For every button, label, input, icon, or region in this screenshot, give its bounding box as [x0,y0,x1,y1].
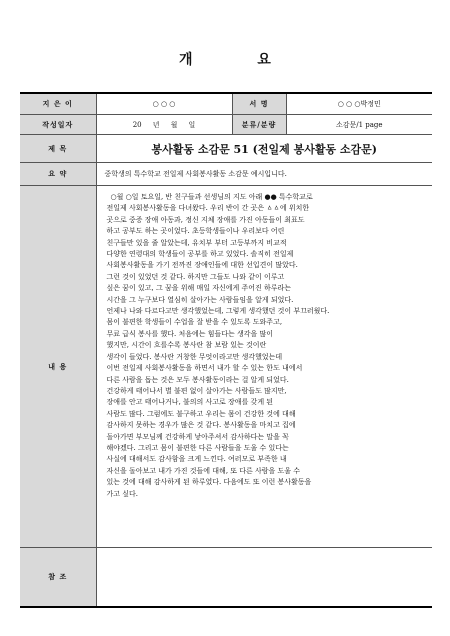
content-line: 몸이 불편한 학생들이 수업을 잘 받을 수 있도록 도와주고, [106,318,283,327]
category-value[interactable]: 소감문/1 page [286,115,432,135]
content-line: 가고 싶다. [106,489,138,498]
reference-row [20,548,432,608]
content-label: 내 용 [20,186,96,548]
content-line: 싶은 꿈이 있고, 그 꿈을 위해 매일 자신에게 주어진 하루라는 [106,284,292,293]
author-value[interactable]: ○ ○ ○ [96,93,232,115]
content-line: 자신을 돌아보고 내가 가진 것들에 대해, 또 다른 사람을 도울 수 [106,466,301,475]
summary-label: 요 약 [20,163,96,186]
content-line: 시간을 그 누구보다 열심히 살아가는 사람들임을 알게 되었다. [106,295,294,304]
book-title-label: 서 명 [232,93,286,115]
content-line: 생각이 들었다. 봉사란 거창한 무엇이라고만 생각했었는데 [106,352,283,361]
content-line: 돌아가면 부모님께 건강하게 낳아주셔서 감사하다는 말을 꼭 [106,432,289,441]
content-line: 친구들만 있을 줄 알았는데, 유치부 부터 고등부까지 비교적 [106,238,287,247]
date-value[interactable]: 20 년 월 일 [96,115,232,135]
subject-label: 제 목 [20,135,96,163]
content-line: 건강하게 태어나서 별 불편 없이 살아가는 사람들도 많지만, [106,386,287,395]
content-row [20,186,432,548]
content-lines [107,192,427,500]
content-line: 무료 급식 봉사를 했다. 처음에는 힘들다는 생각을 많이 [106,329,274,338]
category-label: 분류/분량 [232,115,286,135]
content-line: 전일제 사회봉사활동을 다녀왔다. 우리 반이 간 곳은 ㅿㅿ에 위치한 [106,204,310,213]
summary-row [20,163,432,186]
content-line: 해야겠다. 그리고 몸이 불편한 다른 사람들을 도울 수 있다는 [106,443,289,452]
content-line: 했지만, 시간이 흐를수록 봉사란 참 보람 있는 것이란 [106,341,267,350]
content-line: 다양한 연령대의 학생들이 공부를 하고 있었다. 솔직히 전일제 [106,250,294,259]
content-line: 장애를 안고 태어나거나, 불의의 사고로 장애를 갖게 된 [106,398,274,407]
subject-row [20,135,432,163]
content-line: 있는 것에 대해 감사하게 된 하루였다. 다음에도 또 이런 봉사활동을 [106,478,312,487]
content-line: 사실에 대해서도 감사함을 크게 느낀다. 여러모로 부족한 내 [106,455,287,464]
reference-label: 참 조 [20,548,96,608]
subject-value[interactable]: 봉사활동 소감문 51 (전일제 봉사활동 소감문) [96,135,432,163]
content-line: 언제나 나와 다르다고만 생각했었는데, 그렇게 생각했던 것이 부끄러웠다. [106,307,330,316]
content-line: 감사하지 못하는 경우가 많은 것 같다. 봉사활동을 마치고 집에 [106,421,296,430]
content-line: 사회봉사활동을 가기 전까진 장애인들에 대한 선입견이 많았다. [106,261,298,270]
document-heading: 개 요 [179,52,301,68]
content-line: 사람도 많다. 그럼에도 불구하고 우리는 몸이 건강한 것에 대해 [106,409,296,418]
overview-form-table [20,92,432,608]
date-row [20,115,432,135]
content-line: 곳으로 중증 장애 아동과, 정신 지체 장애를 가진 아동들이 최표도 [106,215,305,224]
content-line: 다른 사람을 돕는 것은 모두 봉사활동이라는 걸 알게 되었다. [106,375,289,384]
book-title-value[interactable]: ○ ○ ○박정민 [286,93,432,115]
summary-value[interactable]: 중학생의 특수학교 전일제 사회봉사활동 소감문 예시입니다. [96,163,432,186]
author-row [20,93,432,115]
reference-value[interactable] [96,548,432,608]
content-line: 하고 공부도 하는 곳이었다. 초등학생들이나 우리보다 어린 [106,227,285,236]
content-line: 그런 것이 있었던 것 같다. 하지만 그들도 나와 같이 이루고 [106,272,285,281]
content-line: ○월 ○일 토요일, 반 친구들과 선생님의 지도 아래 ●● 특수학교로 [110,193,313,201]
content-body[interactable] [96,186,432,548]
author-label: 지 은 이 [20,93,96,115]
date-label: 작성일자 [20,115,96,135]
content-line: 이번 전일제 사회봉사활동을 하면서 내가 할 수 있는 한도 내에서 [106,364,303,373]
